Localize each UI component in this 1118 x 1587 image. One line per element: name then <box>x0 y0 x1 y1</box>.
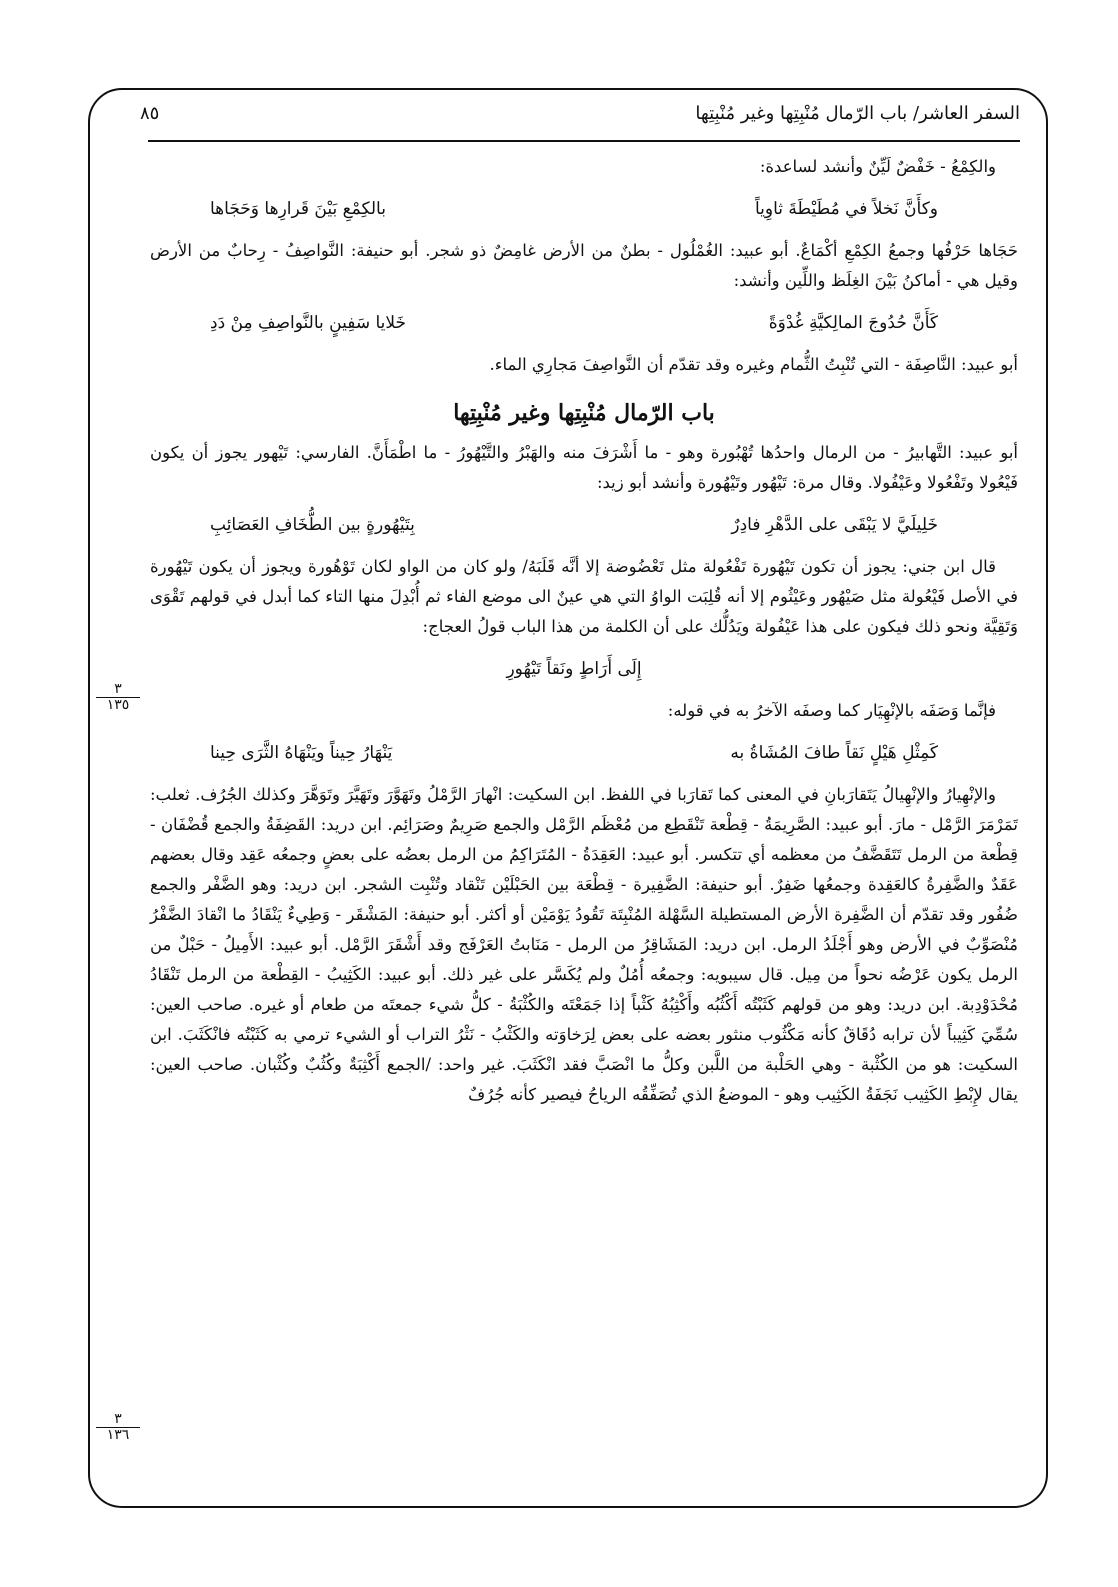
verse-line <box>150 308 1018 338</box>
verse-second-hemistich: بِتَيْهُورةٍ بين الطُّخَافِ العَصَائِبِ <box>210 515 415 535</box>
verse-first-hemistich: خَلِيلَيَّ لا يَبْقَى على الدَّهْرِ فادِرٌ <box>731 515 938 535</box>
paragraph: حَجَاها حَرْفُها وجمعُ الكِمْعِ أكْمَاعٌ. أبو عبيد: الغُمْلُول - بطنٌ من الأرض غامِضٌ ذو شجر. أبو حنيفة: النَّواصِفُ - رِحابٌ من الأرض وقيل هي - أماكنُ بَيْنَ الغِلَظ واللِّين وأنشد: <box>150 241 1018 290</box>
section-title: باب الرّمال مُنْبِتِها وغير مُنْبِتِها <box>453 400 715 426</box>
verse-second-hemistich: يَنْهَارُ حِيناً ويَنْهَاهُ الثَّرَى حِينا <box>210 743 393 763</box>
paragraph: قال ابن جني: يجوز أن تكون تَيْهُورة تَفْعُولة مثل تَعْضُوضة إلا أنَّه قَلَبَهُ/ ولو كان من الواو لكان تَوْهُورة ويجوز أن يكون تَيْهُورة في الأصل فَيْعُولة مثل صَيْهُور وعَيْثُوم إلا أنه قُلِبَت الواوُ التي هي عينٌ الى موضع الفاء ثم أُبْدِلَ منها التاء كما أبدل في قولهم تَقْوَى وَتَقِيَّة ونحو ذلك فيكون على هذا عَيْفُولة ويَدُلُّك على أن الكلمة من هذا الباب قولُ العجاج: <box>150 557 1018 636</box>
verse-first-hemistich: كَمِثْلِ هَيْلٍ نَقاً طافَ المُشَاةُ به <box>730 743 938 763</box>
header-rule <box>148 140 1020 142</box>
paragraph: أبو عبيد: النَّاصِفَة - التي تُنْبِتُ الثُّمام وغيره وقد تقدّم أن النَّواصِفَ مَجارِي الماء. <box>489 355 1018 374</box>
running-header <box>140 96 1020 130</box>
paragraph: والإنْهِيارُ والإنْهِيالُ يَتَقارَبانِ في المعنى كما تَقارَبا في اللفظ. ابن السكيت: انْهارَ الرَّمْلُ وتَهَوَّرَ وتَهَيَّرَ وتَوَهَّرَ وكذلك الجُرُف. ثعلب: تَمَرْمَرَ الرَّمْل - مارَ. أبو عبيد: الصَّرِيمَةُ - قِطْعة تَنْقَطِع من مُعْظَم الرَّمْل والجمع صَرِيمٌ وصَرَائِم. ابن دريد: القَضِفَةُ والجمع قُضْفَان - قِطْعة من الرمل تَتَقَضَّفُ من معظمه أي تتكسر. أبو عبيد: العَقِدَةُ - المُتَرَاكِمُ من الرمل بعضُه على بعضٍ وجمعُه عَقِد وقال بعضهم عَقَدٌ والضَّفِرةُ كالعَقِدة وجمعُها ضَفِرٌ. أبو حنيفة: الضَّفِيرة - قِطْعَة بين الحَبْلَيْن تَنْقاد وتُنْبِت الشجر. ابن دريد: وهو الضَّفْر والجمع ضُفُور وقد تقدّم أن الضَّفِرة الأرض المستطيلة السَّهْلة المُنْبِتَة تَقُودُ يَوْمَيْن أو أكثر. أبو حنيفة: المَشْقَر - وَطِيءٌ يَنْقَادُ ما انْقادَ الضَّفْرُ مُنْصَوِّبٌ في الأرض وهو أَجْلَدُ الرمل. ابن دريد: المَشَاقِرُ من الرمل - مَنَابتُ العَرْفَج وقد أَشْقَرَ الرَّمْل. أبو عبيد: الأَمِيلُ - حَبْلٌ من الرمل يكون عَرْضُه نحواً من مِيل. قال سيبويه: وجمعُه أُمُلٌ ولم يُكَسَّر على غير ذلك. أبو عبيد: الكَثِيبُ - القِطْعة من الرمل تَنْقَادُ مُحْدَوْدِبة. ابن دريد: وهو من قولهم كَثَبْتُه أَكْثُبُه وأَكْثِبُهُ كَثْباً إذا جَمَعْتَه والكُثْبَةُ - كلُّ شيء جمعتَه من طعام أو غيره. صاحب العين: سُمِّيَ كَثِيباً لأن ترابه دُقَاقٌ كأنه مَكْثُوب منثور بعضه على بعض لِرَخاوَته والكَثْبُ - نَثْرُ التراب أو الشيء ترمي به كَثَبْتُه فانْكَثَبَ. ابن السكيت: هو من الكُثْبة - وهي الحَلْبة من اللَّبن وكلُّ ما انْصَبَّ فقد انْكَثَبَ. غير واحد: /الجمع أَكْثِبَةٌ وكُثُبٌ وكُثْبان. صاحب العين: يقال لإِبْطِ الكَثِيب نَجَفَةُ الكَثِيب وهو - الموضعُ الذي تُصَفِّقُه الرياحُ فيصير كأنه جُرُفٌ <box>150 785 1018 1104</box>
page-number: ٨٥ <box>140 102 160 124</box>
verse-line <box>150 654 1018 684</box>
verse-line <box>150 738 1018 768</box>
paragraph: أبو عبيد: التَّهابيرُ - من الرمال واحدُها تُهْبُورة وهو - ما أَشْرَفَ منه والهَبْرُ والتَّيْهُورُ - ما اطْمَأَنَّ. الفارسي: تَيْهور يجوز أن يكون فَيْعُولا وتَفْعُولا وعَيْفُولا. وقال مرة: تَيْهُور وتَيْهُورة وأنشد أبو زيد: <box>150 443 1018 492</box>
page-body <box>150 152 1018 1110</box>
verse-single: إِلَى أَرَاطٍ ونَقاً تَيْهُورِ <box>506 659 642 679</box>
margin-reference-volume: ٣ <box>96 1412 140 1428</box>
margin-reference <box>96 682 140 713</box>
margin-reference <box>96 1412 140 1443</box>
margin-reference-page: ١٣٥ <box>106 697 130 713</box>
verse-line <box>150 510 1018 540</box>
paragraph: والكِمْعُ - خَفْضٌ لَيِّنٌ وأنشد لساعدة: <box>759 157 996 176</box>
verse-second-hemistich: خَلايا سَفِينٍ بالنَّواصِفِ مِنْ دَدِ <box>210 313 407 333</box>
margin-reference-page: ١٣٦ <box>106 1427 130 1443</box>
running-title: السفر العاشر/ باب الرّمال مُنْبِتِها وغير مُنْبِتِها <box>695 102 1020 124</box>
verse-first-hemistich: وكأَنَّ نَخلاً في مُطَيْطَةَ ثاوِياً <box>755 199 938 219</box>
paragraph: فإنَّما وَصَفَه بالإنْهِيَار كما وصفَه الآخرُ به في قوله: <box>667 701 996 720</box>
margin-reference-volume: ٣ <box>96 682 140 698</box>
verse-second-hemistich: بالكِمْعِ بَيْنَ قَرارِها وَحَجَاها <box>210 199 386 219</box>
verse-line <box>150 194 1018 224</box>
verse-first-hemistich: كَأَنَّ حُدُوجَ المالِكيَّةِ غُدْوَةً <box>768 313 938 333</box>
